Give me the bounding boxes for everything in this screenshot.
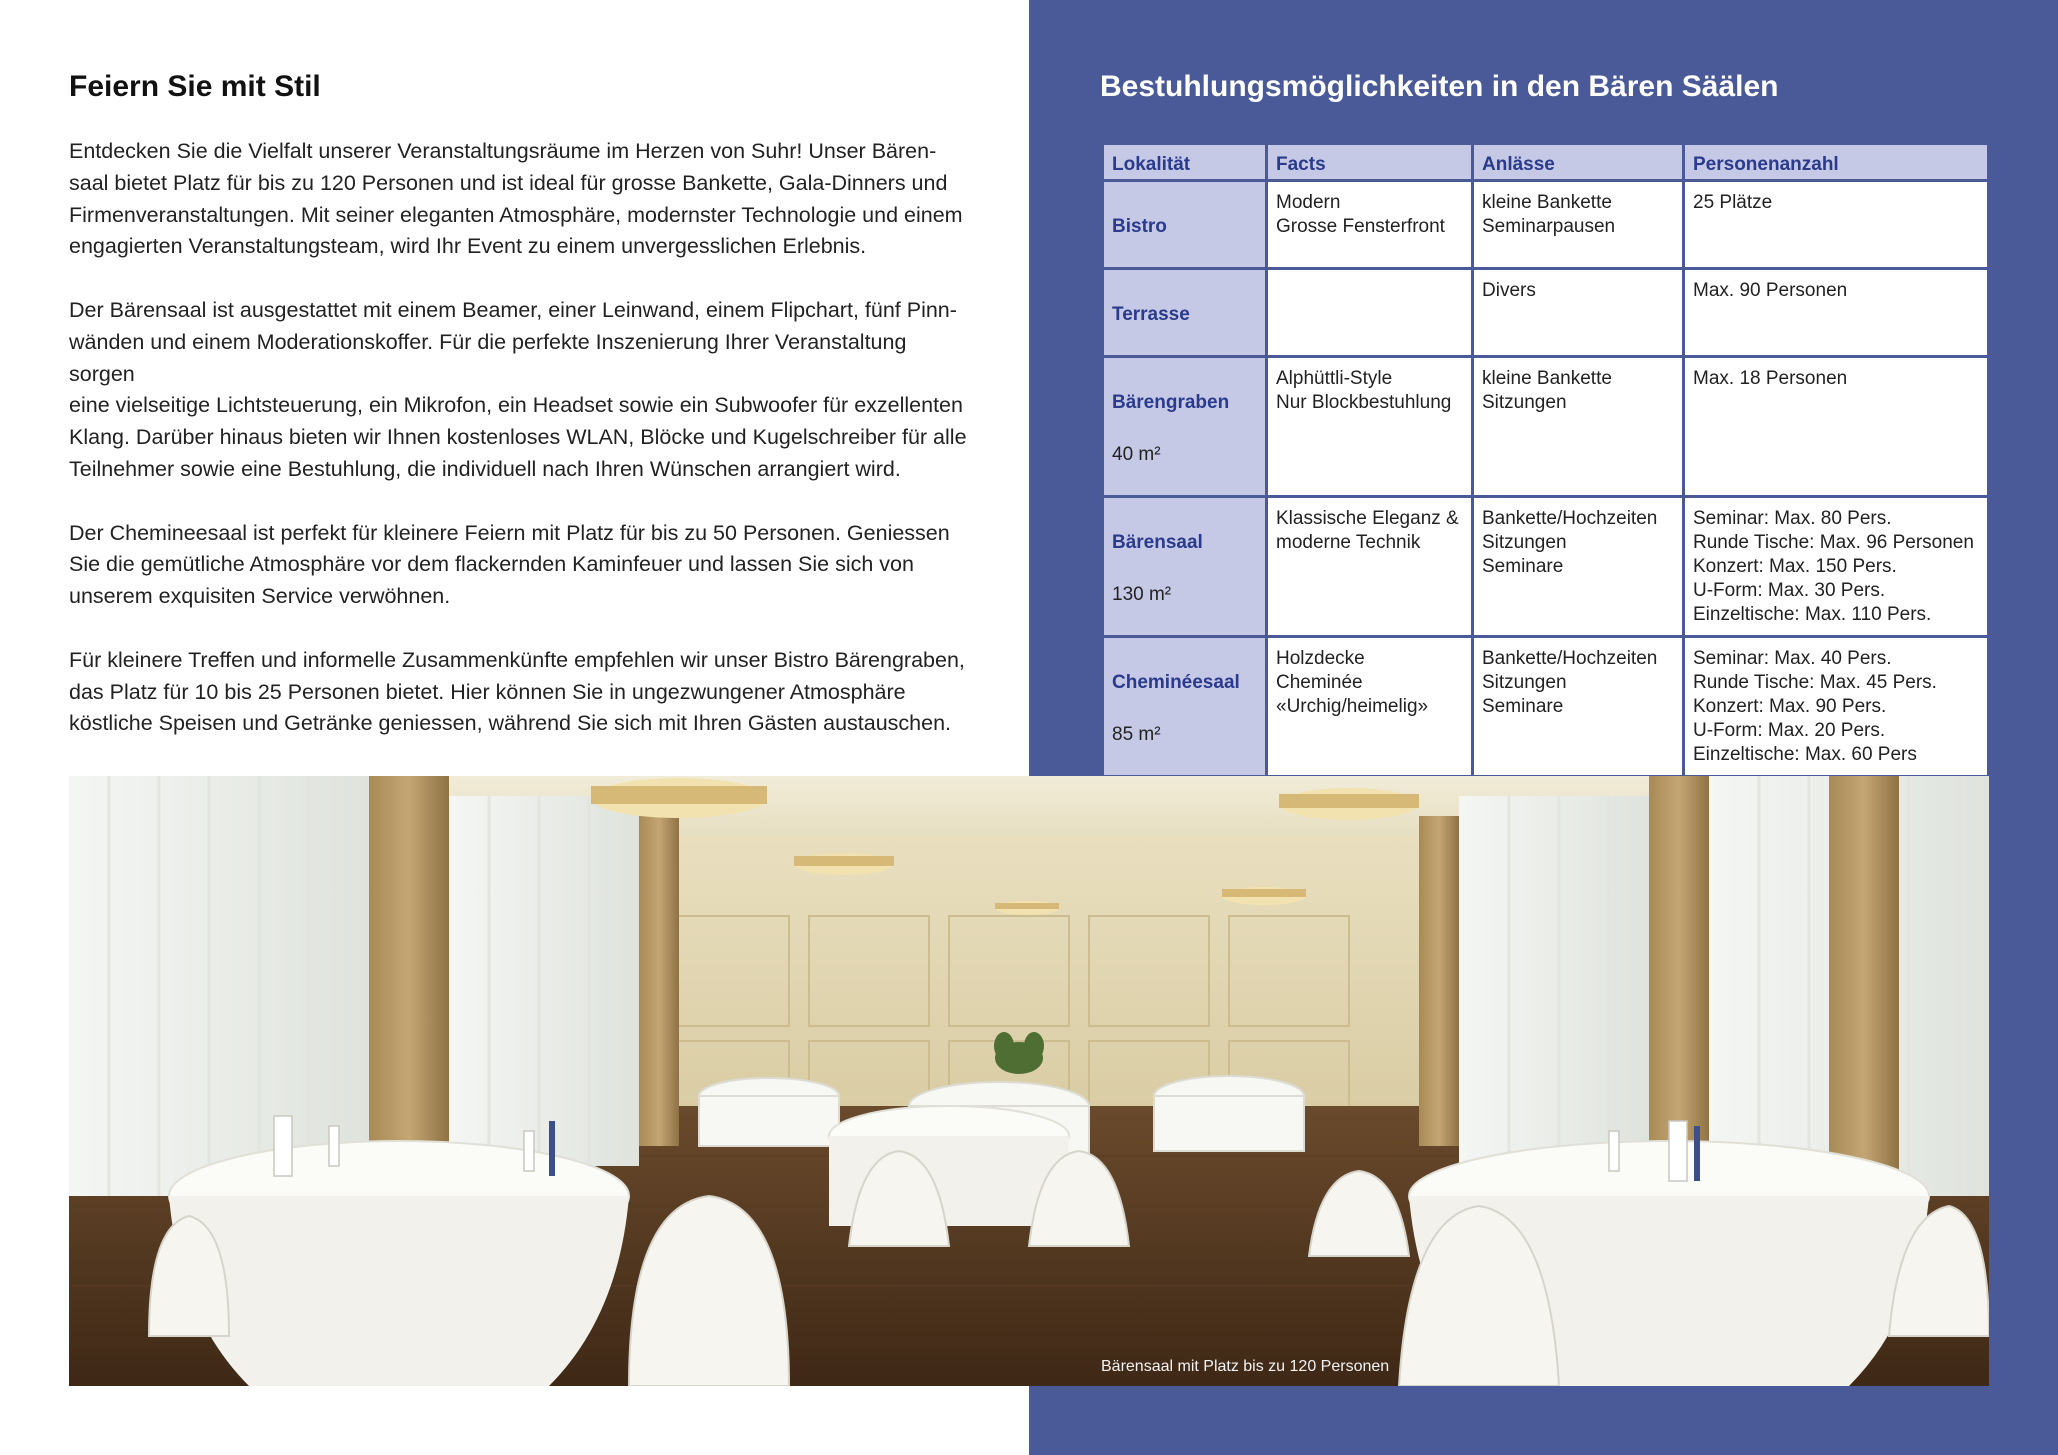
photo-caption: Bärensaal mit Platz bis zu 120 Personen [1101,1358,1390,1375]
cell-facts: Alphüttli-Style Nur Blockbestuhlung [1267,357,1473,497]
table-row [1103,269,1989,357]
column-header-anlaesse: Anlässe [1473,144,1684,181]
table-row [1103,497,1989,637]
cell-capacity: Seminar: Max. 80 Pers. Runde Tische: Max. 96 Personen Konzert: Max. 150 Pers. U-Form: Max. 30 Pers. Einzeltische: Max. 110 Pers. [1684,497,1989,637]
seating-title: Bestuhlungsmöglichkeiten in den Bären Säälen [1100,70,1779,103]
cell-facts [1267,269,1473,357]
location-name: Bärensaal [1112,532,1203,553]
table-header-row [1103,144,1989,181]
cell-facts: Modern Grosse Fensterfront [1267,181,1473,269]
cell-events: Bankette/Hochzeiten Sitzungen Seminare [1473,497,1684,637]
cell-location [1103,181,1267,269]
location-name: Terrasse [1112,304,1190,325]
cell-location [1103,637,1267,777]
seating-table [1101,142,1990,778]
cell-capacity: Max. 18 Personen [1684,357,1989,497]
cell-events: Divers [1473,269,1684,357]
column-header-facts: Facts [1267,144,1473,181]
cell-location [1103,269,1267,357]
cell-events: kleine Bankette Seminarpausen [1473,181,1684,269]
banquet-hall-photo [69,776,1989,1386]
location-size: 85 m² [1112,724,1161,745]
cell-location [1103,357,1267,497]
cell-capacity: Seminar: Max. 40 Pers. Runde Tische: Max. 45 Pers. Konzert: Max. 90 Pers. U-Form: Max. 20 Pers. Einzeltische: Max. 60 Pers [1684,637,1989,777]
cell-facts: Holzdecke Cheminée «Urchig/heimelig» [1267,637,1473,777]
location-size: 40 m² [1112,444,1161,465]
cell-events: Bankette/Hochzeiten Sitzungen Seminare [1473,637,1684,777]
paragraph-bistro: Für kleinere Treffen und informelle Zusammenkünfte empfehlen wir unser Bistro Bärengraben, das Platz für 10 bis 25 Personen bietet. Hier können Sie in ungezwungener Atmosphäre köstliche Speisen und Getränke geniessen, während Sie sich mit Ihren Gästen austauschen. [69,647,965,736]
paragraph-chemineesaal: Der Chemineesaal ist perfekt für kleinere Feiern mit Platz für bis zu 50 Personen. Geniessen Sie die gemütliche Atmosphäre vor dem flackernden Kaminfeuer und lassen Sie sich von unserem exquisiten Service verwöhnen. [69,520,950,609]
table-row [1103,181,1989,269]
paragraph-equipment: Der Bärensaal ist ausgestattet mit einem Beamer, einer Leinwand, einem Flipchart, fünf Pinn- wänden und einem Moderationskoffer. Für die perfekte Inszenierung Ihrer Veranstaltung sorgen eine vielseitige Lichtsteuerung, ein Mikrofon, ein Headset sowie ein Subwoofer für exzellenten Klang. Darüber hinaus bieten wir Ihnen kostenloses WLAN, Blöcke und Kugelschreiber für alle Teilnehmer sowie eine Bestuhlung, die individuell nach Ihren Wünschen arrangiert wird. [69,297,967,481]
column-header-personenanzahl: Personenanzahl [1684,144,1989,181]
location-name: Cheminéesaal [1112,672,1240,693]
cell-facts: Klassische Eleganz & moderne Technik [1267,497,1473,637]
column-header-lokalitaet: Lokalität [1103,144,1267,181]
page-title: Feiern Sie mit Stil [69,70,321,103]
table-row [1103,637,1989,777]
cell-capacity: Max. 90 Personen [1684,269,1989,357]
cell-events: kleine Bankette Sitzungen [1473,357,1684,497]
location-name: Bistro [1112,216,1167,237]
cell-capacity: 25 Plätze [1684,181,1989,269]
table-row [1103,357,1989,497]
cell-location [1103,497,1267,637]
intro-text [69,136,969,772]
location-name: Bärengraben [1112,392,1230,413]
location-size: 130 m² [1112,584,1172,605]
paragraph-baerensaal: Entdecken Sie die Vielfalt unserer Veranstaltungsräume im Herzen von Suhr! Unser Bären- saal bietet Platz für bis zu 120 Personen und ist ideal für grosse Bankette, Gala-Dinners und Firmenveranstaltungen. Mit seiner eleganten Atmosphäre, modernster Technologie und einem engagierten Veranstaltungsteam, wird Ihr Event zu einem unvergesslichen Erlebnis. [69,139,963,259]
